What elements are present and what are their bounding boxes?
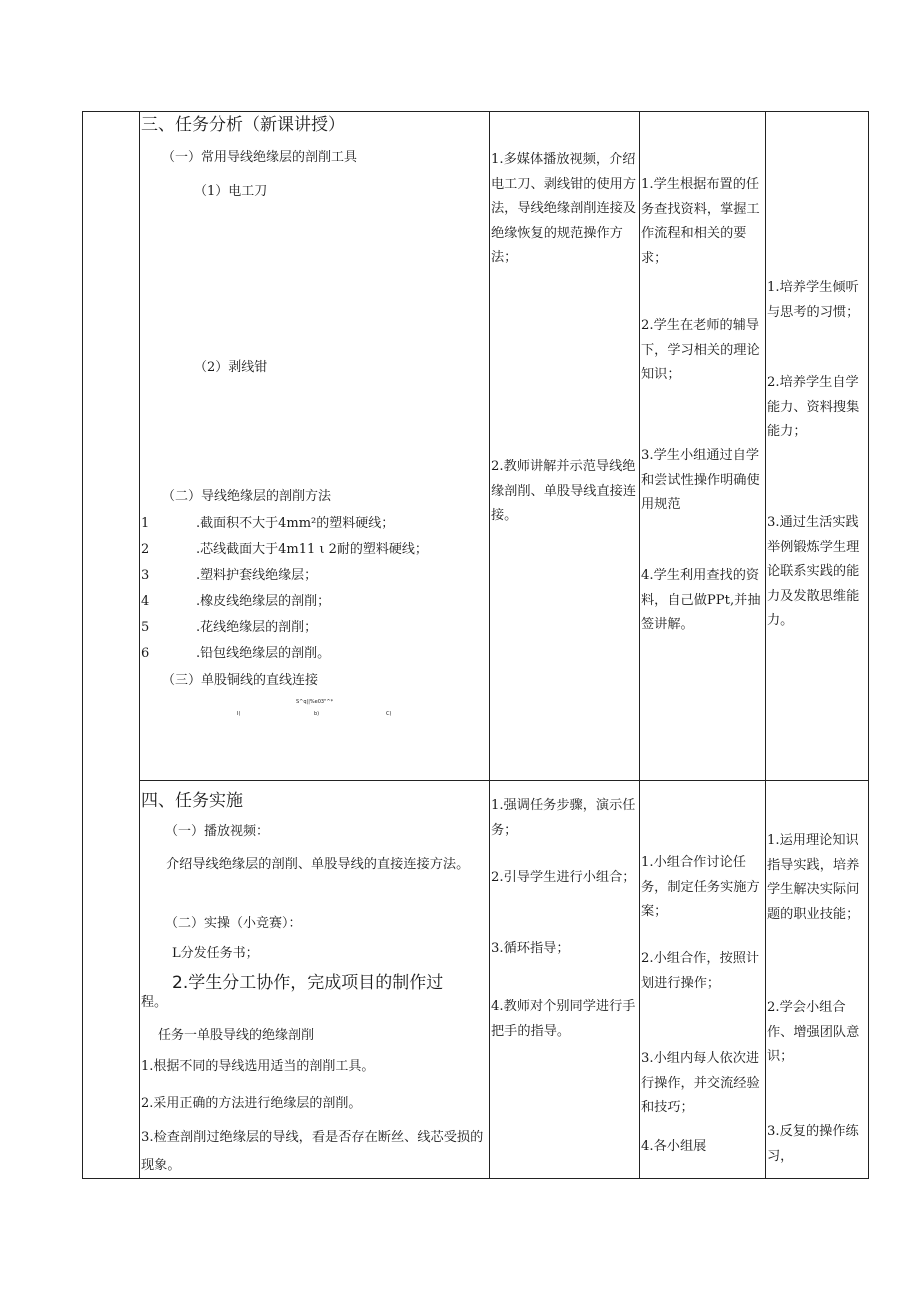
- method-text: .花线绝缘层的剖削；: [196, 620, 318, 635]
- table-border-right: [868, 111, 869, 1179]
- figure-label: C): [386, 711, 392, 717]
- subsection-title: （二）实操（小竞赛）：: [165, 916, 302, 931]
- table-row-divider: [139, 780, 869, 781]
- design-purpose: 3.通过生活实践举例锻炼学生理论联系实践的能力及发散思维能力。: [767, 515, 860, 628]
- task-step: 1.根据不同的导线选用适当的剖削工具。: [141, 1059, 375, 1074]
- teacher-activity: 4.教师对个别同学进行手把手的指导。: [491, 999, 636, 1039]
- teacher-activity: 2.引导学生进行小组合；: [491, 870, 636, 885]
- task-step: 3.检查剖削过绝缘层的导线，看是否存在断丝、线芯受损的现象。: [141, 1130, 484, 1173]
- figure-caption: S^q||%e03"^*: [296, 699, 334, 705]
- student-activity: 2.学生在老师的辅导下，学习相关的理论知识；: [641, 318, 760, 382]
- student-activity: 4.学生利用查找的资料，自己做PPt,并抽签讲解。: [641, 568, 761, 632]
- teacher-activity: 1.多媒体播放视频，介绍电工刀、剥线钳的使用方法，导线绝缘剖削连接及绝缘恢复的规范操作方法；: [491, 152, 637, 265]
- subsection-title: （一）播放视频：: [165, 824, 270, 839]
- step-item: 2.学生分工协作，完成项目的制作过: [172, 973, 444, 993]
- subsection-title: （一）常用导线绝缘层的剖削工具: [162, 150, 358, 165]
- design-purpose: 3.反复的操作练习，: [767, 1124, 859, 1164]
- task-step: 2.采用正确的方法进行绝缘层的剖削。: [141, 1096, 362, 1111]
- teacher-activity: 3.循环指导；: [491, 941, 570, 956]
- student-activity: 1.学生根据布置的任务查找资料，掌握工作流程和相关的要求；: [641, 177, 760, 266]
- method-text: .铅包线绝缘层的剖削。: [196, 646, 331, 661]
- method-text: .截面积不大于4mm²的塑料硬线；: [196, 516, 395, 531]
- subsection-title: （二）导线绝缘层的剖削方法: [162, 489, 332, 504]
- design-purpose: 2.学会小组合作、增强团队意识；: [767, 1000, 860, 1064]
- method-number: 6: [141, 646, 150, 661]
- table-border-left: [82, 111, 83, 1179]
- subsection-title: （三）单股铜线的直线连接: [162, 673, 319, 688]
- figure-label: b): [314, 711, 320, 717]
- tool-item: （2）剥线钳: [194, 360, 268, 375]
- student-activity: 3.学生小组通过自学和尝试性操作明确使用规范: [641, 448, 760, 512]
- method-number: 4: [141, 594, 150, 609]
- paragraph: 介绍导线绝缘层的剖削、单股导线的直接连接方法。: [166, 857, 470, 872]
- section-heading: 三、任务分析（新课讲授）: [141, 115, 345, 135]
- student-activity: 3.小组内每人依次进行操作，并交流经验和技巧；: [641, 1051, 760, 1115]
- step-item: L分发任务书；: [172, 946, 259, 961]
- table-column-divider: [489, 111, 490, 1179]
- table-column-divider: [765, 111, 766, 1179]
- design-purpose: 2.培养学生自学能力、资料搜集能力；: [767, 375, 860, 439]
- method-text: .塑料护套线绝缘层；: [196, 568, 318, 583]
- design-purpose: 1.培养学生倾听与思考的习惯；: [767, 280, 860, 320]
- method-number: 5: [141, 620, 150, 635]
- student-activity: 2.小组合作，按照计划进行操作；: [641, 951, 760, 991]
- table-border-top: [82, 111, 869, 112]
- tool-item: （1）电工刀: [194, 184, 268, 199]
- student-activity: 4.各小组展: [641, 1139, 707, 1154]
- design-purpose: 1.运用理论知识指导实践，培养学生解决实际问题的职业技能；: [767, 833, 860, 922]
- table-column-divider: [139, 111, 140, 1179]
- method-number: 3: [141, 568, 150, 583]
- student-activity: 1.小组合作讨论任务，制定任务实施方案；: [641, 855, 760, 919]
- task-title: 任务一单股导线的绝缘剖削: [158, 1028, 315, 1043]
- section-heading: 四、任务实施: [141, 791, 243, 811]
- table-column-divider: [639, 111, 640, 1179]
- teacher-activity: 1.强调任务步骤，演示任务；: [491, 798, 636, 838]
- method-text: .芯线截面大于4m11 ι 2耐的塑料硬线；: [196, 542, 428, 557]
- teacher-activity: 2.教师讲解并示范导线绝缘剖削、单股导线直接连接。: [491, 459, 637, 523]
- method-text: .橡皮线绝缘层的剖削；: [196, 594, 331, 609]
- method-number: 1: [141, 516, 150, 531]
- step-item-continued: 程。: [141, 995, 168, 1010]
- method-number: 2: [141, 542, 150, 557]
- figure-label: I(: [237, 711, 241, 717]
